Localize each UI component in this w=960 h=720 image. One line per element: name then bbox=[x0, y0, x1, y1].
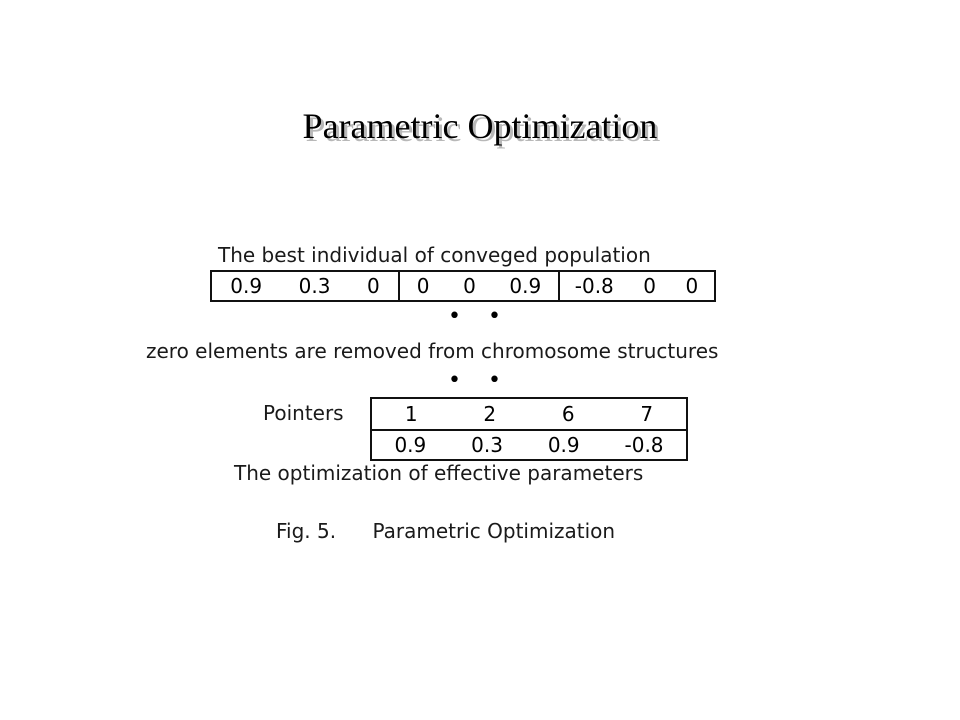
effective-value: 0.3 bbox=[471, 433, 503, 457]
dots-divider-top: • • bbox=[448, 304, 511, 329]
gene-value: 0 bbox=[463, 274, 476, 298]
pointer-value: 1 bbox=[404, 402, 418, 426]
slide-title: Parametric Optimization bbox=[302, 106, 658, 146]
gene-value: 0 bbox=[685, 274, 699, 298]
gene-group-2 bbox=[398, 272, 558, 300]
gene-value: 0 bbox=[416, 274, 430, 298]
zero-removal-label: zero elements are removed from chromosome structures bbox=[146, 339, 719, 363]
figure-caption-text: Parametric Optimization bbox=[372, 519, 616, 543]
gene-value: 0.9 bbox=[230, 274, 263, 298]
pointer-value: 2 bbox=[483, 402, 497, 426]
gene-value: 0 bbox=[366, 274, 380, 298]
effective-params-label: The optimization of effective parameters bbox=[234, 461, 644, 485]
effective-value: 0.9 bbox=[547, 433, 580, 457]
pointers-label: Pointers bbox=[263, 401, 344, 425]
gene-value: -0.8 bbox=[574, 274, 614, 298]
best-individual-label: The best individual of conveged population bbox=[218, 243, 651, 267]
effective-value: -0.8 bbox=[624, 433, 664, 457]
effective-value: 0.9 bbox=[394, 433, 427, 457]
dots-divider-bottom: • • bbox=[448, 368, 511, 393]
gene-value: 0.3 bbox=[298, 274, 331, 298]
gene-group-3 bbox=[558, 272, 713, 300]
pointer-row bbox=[372, 399, 686, 429]
pointer-value: 6 bbox=[561, 402, 575, 426]
pointer-table bbox=[370, 397, 688, 461]
figure-number: Fig. 5. bbox=[276, 519, 337, 543]
figure-caption bbox=[276, 519, 615, 543]
chromosome-row bbox=[210, 270, 716, 302]
pointer-value: 7 bbox=[640, 402, 654, 426]
gene-group-1 bbox=[212, 272, 398, 300]
effective-value-row bbox=[372, 429, 686, 459]
gene-value: 0 bbox=[643, 274, 657, 298]
gene-value: 0.9 bbox=[509, 274, 542, 298]
